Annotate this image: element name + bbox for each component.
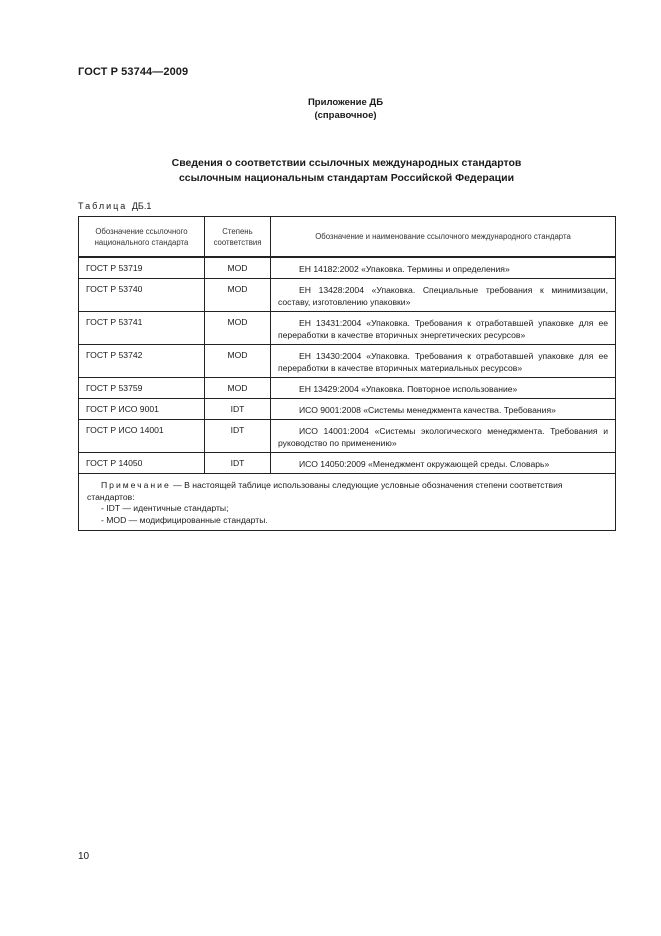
national-standard-cell: ГОСТ Р ИСО 9001 xyxy=(79,399,205,420)
table-note-row xyxy=(79,474,616,531)
table-caption-number: ДБ.1 xyxy=(131,201,152,211)
table-caption xyxy=(78,201,151,211)
table-row xyxy=(79,420,616,453)
table-note xyxy=(79,474,616,531)
international-standard-cell: ЕН 13431:2004 «Упаковка. Требования к отработавшей упаковке для ее переработки в качестве вторичных энергетических ресурсов» xyxy=(271,312,616,345)
degree-cell: MOD xyxy=(205,257,271,279)
table-row xyxy=(79,378,616,399)
degree-cell: MOD xyxy=(205,378,271,399)
note-text: — В настоящей таблице использованы следующие условные обозначения степени соответствия стандартов: xyxy=(87,480,563,502)
header-international-standard: Обозначение и наименование ссылочного международного стандарта xyxy=(271,217,616,258)
national-standard-cell: ГОСТ Р ИСО 14001 xyxy=(79,420,205,453)
document-code: ГОСТ Р 53744—2009 xyxy=(78,66,189,78)
appendix-heading xyxy=(0,96,661,122)
note-lead xyxy=(87,480,607,503)
national-standard-cell: ГОСТ Р 14050 xyxy=(79,453,205,474)
degree-cell: MOD xyxy=(205,312,271,345)
degree-cell: IDT xyxy=(205,420,271,453)
degree-cell: MOD xyxy=(205,279,271,312)
header-national-standard: Обозначение ссылочного национального стандарта xyxy=(79,217,205,258)
national-standard-cell: ГОСТ Р 53740 xyxy=(79,279,205,312)
international-standard-cell: ЕН 14182:2002 «Упаковка. Термины и определения» xyxy=(271,257,616,279)
section-title xyxy=(78,156,615,186)
table-row xyxy=(79,345,616,378)
header-degree: Степень соответствия xyxy=(205,217,271,258)
table-row xyxy=(79,312,616,345)
international-standard-cell: ЕН 13428:2004 «Упаковка. Специальные требования к минимизации, составу, изготовлению упаковки» xyxy=(271,279,616,312)
note-item-mod: - MOD — модифицированные стандарты. xyxy=(101,514,268,525)
standards-table xyxy=(78,216,616,531)
note-item-idt: - IDT — идентичные стандарты; xyxy=(101,503,229,513)
section-title-line-1: Сведения о соответствии ссылочных международных стандартов xyxy=(171,157,522,169)
table-caption-word: Таблица xyxy=(78,201,128,211)
national-standard-cell: ГОСТ Р 53741 xyxy=(79,312,205,345)
degree-cell: IDT xyxy=(205,399,271,420)
appendix-subtitle: (справочное) xyxy=(314,110,377,121)
table-header-row xyxy=(79,217,616,258)
international-standard-cell: ИСО 14001:2004 «Системы экологического менеджмента. Требования и руководство по применению» xyxy=(271,420,616,453)
table-row xyxy=(79,257,616,279)
degree-cell: IDT xyxy=(205,453,271,474)
national-standard-cell: ГОСТ Р 53759 xyxy=(79,378,205,399)
international-standard-cell: ЕН 13430:2004 «Упаковка. Требования к отработавшей упаковке для ее переработки в качестве вторичных материальных ресурсов» xyxy=(271,345,616,378)
table-row xyxy=(79,279,616,312)
international-standard-cell: ЕН 13429:2004 «Упаковка. Повторное использование» xyxy=(271,378,616,399)
degree-cell: MOD xyxy=(205,345,271,378)
page-number: 10 xyxy=(78,851,90,862)
table-row xyxy=(79,453,616,474)
appendix-title: Приложение ДБ xyxy=(307,97,384,108)
note-label: Примечание xyxy=(101,480,171,490)
international-standard-cell: ИСО 14050:2009 «Менеджмент окружающей среды. Словарь» xyxy=(271,453,616,474)
international-standard-cell: ИСО 9001:2008 «Системы менеджмента качества. Требования» xyxy=(271,399,616,420)
section-title-line-2: ссылочным национальным стандартам Российской Федерации xyxy=(178,172,515,184)
national-standard-cell: ГОСТ Р 53742 xyxy=(79,345,205,378)
national-standard-cell: ГОСТ Р 53719 xyxy=(79,257,205,279)
table-row xyxy=(79,399,616,420)
